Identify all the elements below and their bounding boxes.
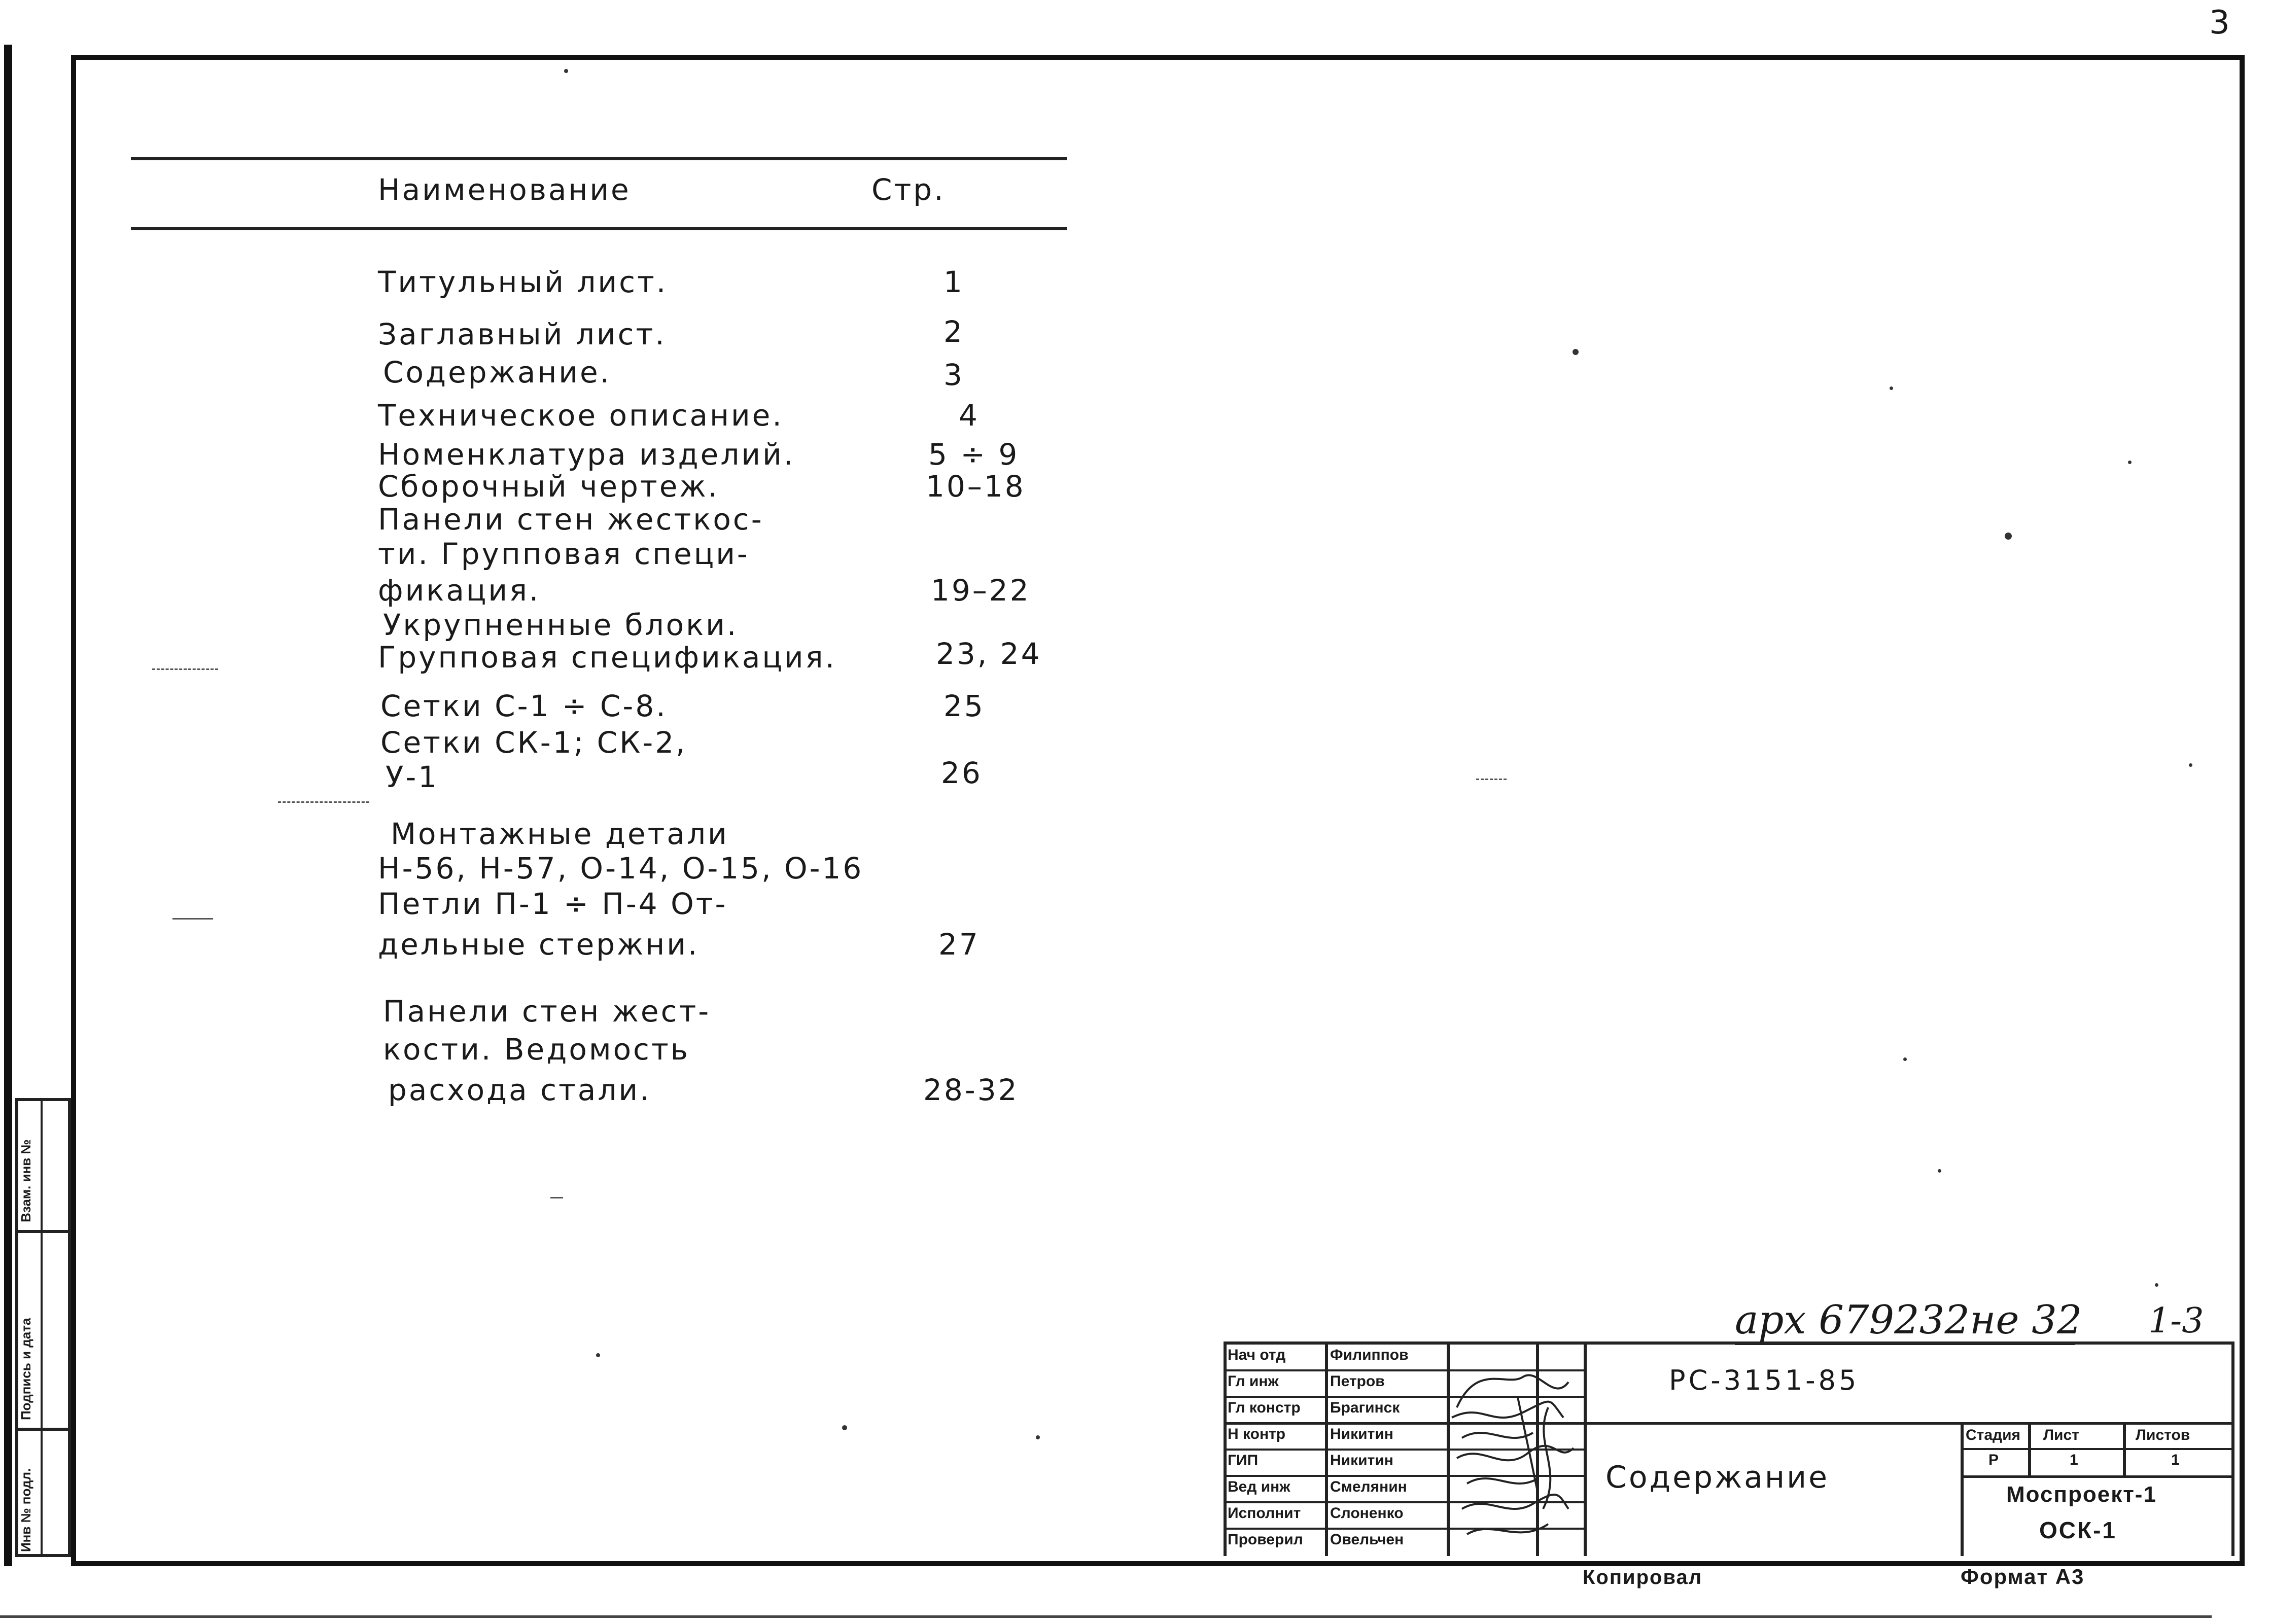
toc-entry-title: Сборочный чертеж. [378, 469, 720, 504]
stamp-name: Никитин [1330, 1452, 1393, 1469]
toc-entry-title: Техническое описание. [378, 398, 784, 433]
toc-entry-title: Сетки СК-1; СК-2, [380, 725, 687, 760]
stamp-name: Брагинск [1330, 1399, 1400, 1416]
toc-entry-page: 10–18 [926, 469, 1026, 504]
page-number: 3 [2209, 4, 2232, 42]
toc-entry-title: ти. Групповая специ- [378, 537, 750, 571]
scan-speck [1938, 1169, 1941, 1173]
toc-header-rule [131, 227, 1067, 230]
toc-entry-page: 1 [944, 265, 964, 299]
scan-speck [2005, 533, 2012, 540]
left-binding-edge [4, 45, 12, 1566]
sheet-code-note: 1-3 [2148, 1301, 2204, 1341]
toc-entry-page: 4 [959, 398, 980, 433]
scan-speck [1903, 1057, 1907, 1061]
document-code: РС-3151-85 [1669, 1364, 1860, 1396]
stamp-role: Исполнит [1228, 1505, 1301, 1522]
stamp-name: Слоненко [1330, 1505, 1404, 1522]
copied-label: Копировал [1583, 1566, 1703, 1588]
sheets-value: 1 [2171, 1452, 2180, 1468]
stamp-name: Смелянин [1330, 1478, 1407, 1495]
toc-entry-title: Сетки С-1 ÷ С-8. [380, 689, 668, 723]
signature-scribbles [1447, 1341, 1584, 1556]
toc-entry-title: Панели стен жесткос- [378, 502, 764, 537]
bottom-cut-line [0, 1615, 2212, 1618]
stage-value: Р [1988, 1452, 1999, 1468]
toc-entry-title: Заглавный лист. [378, 317, 667, 351]
scan-speck [2189, 763, 2192, 767]
stamp-name: Овельчен [1330, 1531, 1404, 1548]
toc-entry-title: Петли П-1 ÷ П-4 От- [378, 887, 728, 921]
stamp-role: Н контр [1228, 1426, 1286, 1442]
sheet-value: 1 [2070, 1452, 2078, 1468]
stamp-role: Гл инж [1228, 1373, 1279, 1390]
org-line2: ОСК-1 [2039, 1517, 2117, 1543]
inventory-note: арх 679232не 32 [1735, 1297, 2082, 1343]
scan-dash [278, 801, 369, 803]
stamp-name: Петров [1330, 1373, 1385, 1390]
scan-speck [2155, 1283, 2158, 1287]
toc-entry-title: Содержание. [383, 355, 612, 390]
toc-entry-title: У-1 [386, 760, 439, 794]
org-line1: Моспроект-1 [2006, 1482, 2157, 1507]
format-label: Формат А3 [1961, 1565, 2085, 1588]
toc-entry-page: 27 [938, 927, 980, 962]
stamp-role: ГИП [1228, 1452, 1259, 1469]
toc-entry-title: Монтажные детали [391, 817, 729, 851]
scan-speck [1573, 349, 1579, 355]
toc-entry-page: 19–22 [931, 573, 1031, 608]
stamp-role: Проверил [1228, 1531, 1303, 1548]
scan-dash [172, 918, 213, 920]
toc-top-rule [131, 157, 1067, 160]
toc-entry-title: Номенклатура изделий. [378, 437, 795, 472]
scan-speck [2128, 461, 2132, 464]
scan-speck [1036, 1435, 1040, 1439]
sheet-label: Лист [2043, 1427, 2079, 1443]
toc-entry-page: 26 [941, 756, 983, 790]
toc-entry-page: 25 [944, 689, 985, 723]
scan-dash [152, 668, 218, 670]
toc-entry-title: фикация. [378, 573, 541, 608]
toc-entry-title: Н-56, Н-57, О-14, О-15, О-16 [378, 851, 864, 886]
scan-speck [842, 1425, 847, 1430]
sheet-title: Содержание [1605, 1460, 1830, 1495]
toc-entry-title: расхода стали. [388, 1073, 651, 1107]
toc-entry-title: Укрупненные блоки. [383, 608, 739, 642]
side-stamp-label-replace: Взам. инв № [18, 1139, 33, 1222]
toc-entry-page: 23, 24 [936, 637, 1042, 671]
stamp-name: Никитин [1330, 1426, 1393, 1442]
toc-entry-page: 3 [944, 358, 964, 392]
side-stamp-label-inventory: Инв № подл. [18, 1468, 33, 1552]
toc-header-page: Стр. [871, 172, 946, 207]
sheets-label: Листов [2136, 1427, 2190, 1443]
stamp-role: Вед инж [1228, 1478, 1290, 1495]
scan-speck [1890, 386, 1893, 390]
toc-entry-page: 5 ÷ 9 [928, 437, 1020, 472]
toc-header-name: Наименование [378, 172, 631, 207]
stage-label: Стадия [1966, 1427, 2021, 1443]
scan-dash [550, 1197, 563, 1198]
toc-entry-title: кости. Ведомость [383, 1032, 690, 1067]
scan-speck [564, 69, 568, 73]
toc-entry-page: 2 [944, 314, 964, 349]
stamp-name: Филиппов [1330, 1347, 1409, 1363]
toc-entry-title: Панели стен жест- [383, 994, 711, 1029]
stamp-role: Нач отд [1228, 1347, 1286, 1363]
toc-entry-title: Групповая спецификация. [378, 640, 836, 675]
toc-entry-title: Титульный лист. [378, 265, 668, 299]
toc-entry-page: 28-32 [923, 1073, 1019, 1107]
scan-dash [1476, 779, 1507, 780]
stamp-role: Гл констр [1228, 1399, 1301, 1416]
toc-entry-title: дельные стержни. [378, 927, 700, 962]
scan-speck [596, 1353, 600, 1357]
side-stamp-label-signature: Подпись и дата [18, 1318, 33, 1420]
